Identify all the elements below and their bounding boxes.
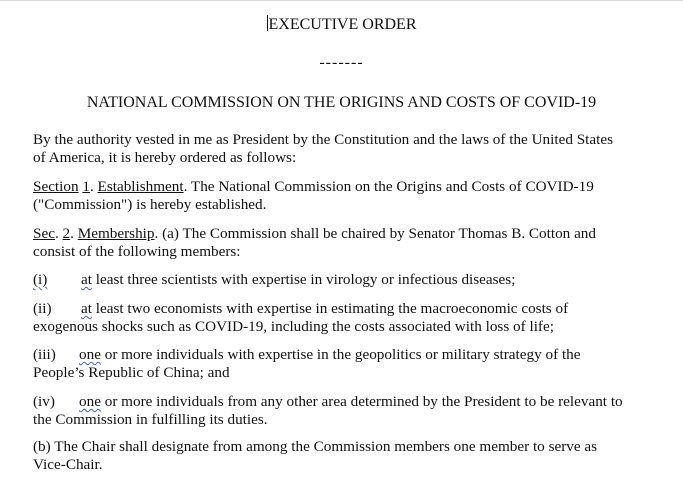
item-iii-label: (iii) (33, 346, 56, 363)
section-1-label: Section (33, 178, 79, 195)
item-iv-label: (iv) (33, 393, 55, 410)
item-ii-first-word: at (81, 300, 92, 317)
section-2-line-1 (33, 225, 678, 243)
list-item-i (33, 271, 678, 289)
item-iii-line-1 (33, 346, 678, 364)
section-2-dot-2: . (70, 225, 74, 242)
item-iii-line-2: People’s Republic of China; and (33, 364, 230, 381)
item-i-first-word: at (81, 271, 92, 288)
item-iv-first-word: one (79, 393, 101, 410)
document-subtitle: NATIONAL COMMISSION ON THE ORIGINS AND COSTS OF COVID-19 (86, 94, 597, 111)
section-2-text: . (a) The Commission shall be chaired by Senator Thomas B. Cotton and (154, 225, 596, 242)
section-1-number: 1 (82, 178, 90, 195)
text-cursor (267, 15, 268, 31)
item-ii-label: (ii) (33, 300, 52, 317)
window-top-border (0, 0, 683, 1)
list-item-iii (33, 346, 678, 382)
section-1-line-2: ("Commission") is hereby established. (33, 196, 267, 213)
section-2-number: 2 (62, 225, 71, 242)
title-separator: ------- (319, 54, 364, 71)
section-1-heading: Establishment (97, 178, 184, 195)
title-text: EXECUTIVE ORDER (268, 16, 417, 33)
authority-line-1: By the authority vested in me as President by the Constitution and the laws of the United States (33, 131, 613, 148)
list-item-iv (33, 393, 678, 429)
paragraph-b-line-1: (b) The Chair shall designate from among the Commission members one member to serve as (33, 438, 598, 455)
item-ii-text: least two economists with expertise in estimating the macroeconomic costs of (91, 300, 569, 317)
item-iv-text: or more individuals from any other area determined by the President to be relevant to (100, 393, 623, 410)
section-1-paragraph (33, 178, 678, 214)
section-2-paragraph (33, 225, 678, 261)
section-1-line-1 (33, 178, 678, 196)
item-iii-first-word: one (79, 346, 101, 363)
section-2-heading: Membership (77, 225, 155, 242)
section-1-text: . The National Commission on the Origins and Costs of COVID-19 (183, 178, 594, 195)
section-2-dot: . (54, 225, 59, 242)
item-iv-line-1 (33, 393, 678, 411)
authority-line-2: of America, it is hereby ordered as follows: (33, 149, 297, 166)
item-ii-line-1 (33, 300, 678, 318)
section-2-line-2: consist of the following members: (33, 243, 241, 260)
item-i-line-1 (33, 271, 678, 289)
document-title[interactable] (0, 15, 683, 34)
paragraph-b-line-2: Vice-Chair. (33, 456, 103, 473)
list-item-ii (33, 300, 678, 336)
item-iv-line-2: the Commission in fulfilling its duties. (33, 411, 268, 428)
item-i-label: (i) (33, 271, 48, 288)
section-1-dot: . (89, 178, 94, 195)
section-2-label: Sec (33, 225, 55, 242)
item-iii-text: or more individuals with expertise in the geopolitics or military strategy of the (100, 346, 581, 363)
paragraph-b (33, 438, 678, 474)
authority-paragraph (33, 131, 678, 167)
item-i-text: least three scientists with expertise in virology or infectious diseases; (91, 271, 516, 288)
item-ii-line-2: exogenous shocks such as COVID-19, including the costs associated with loss of life; (33, 318, 554, 335)
